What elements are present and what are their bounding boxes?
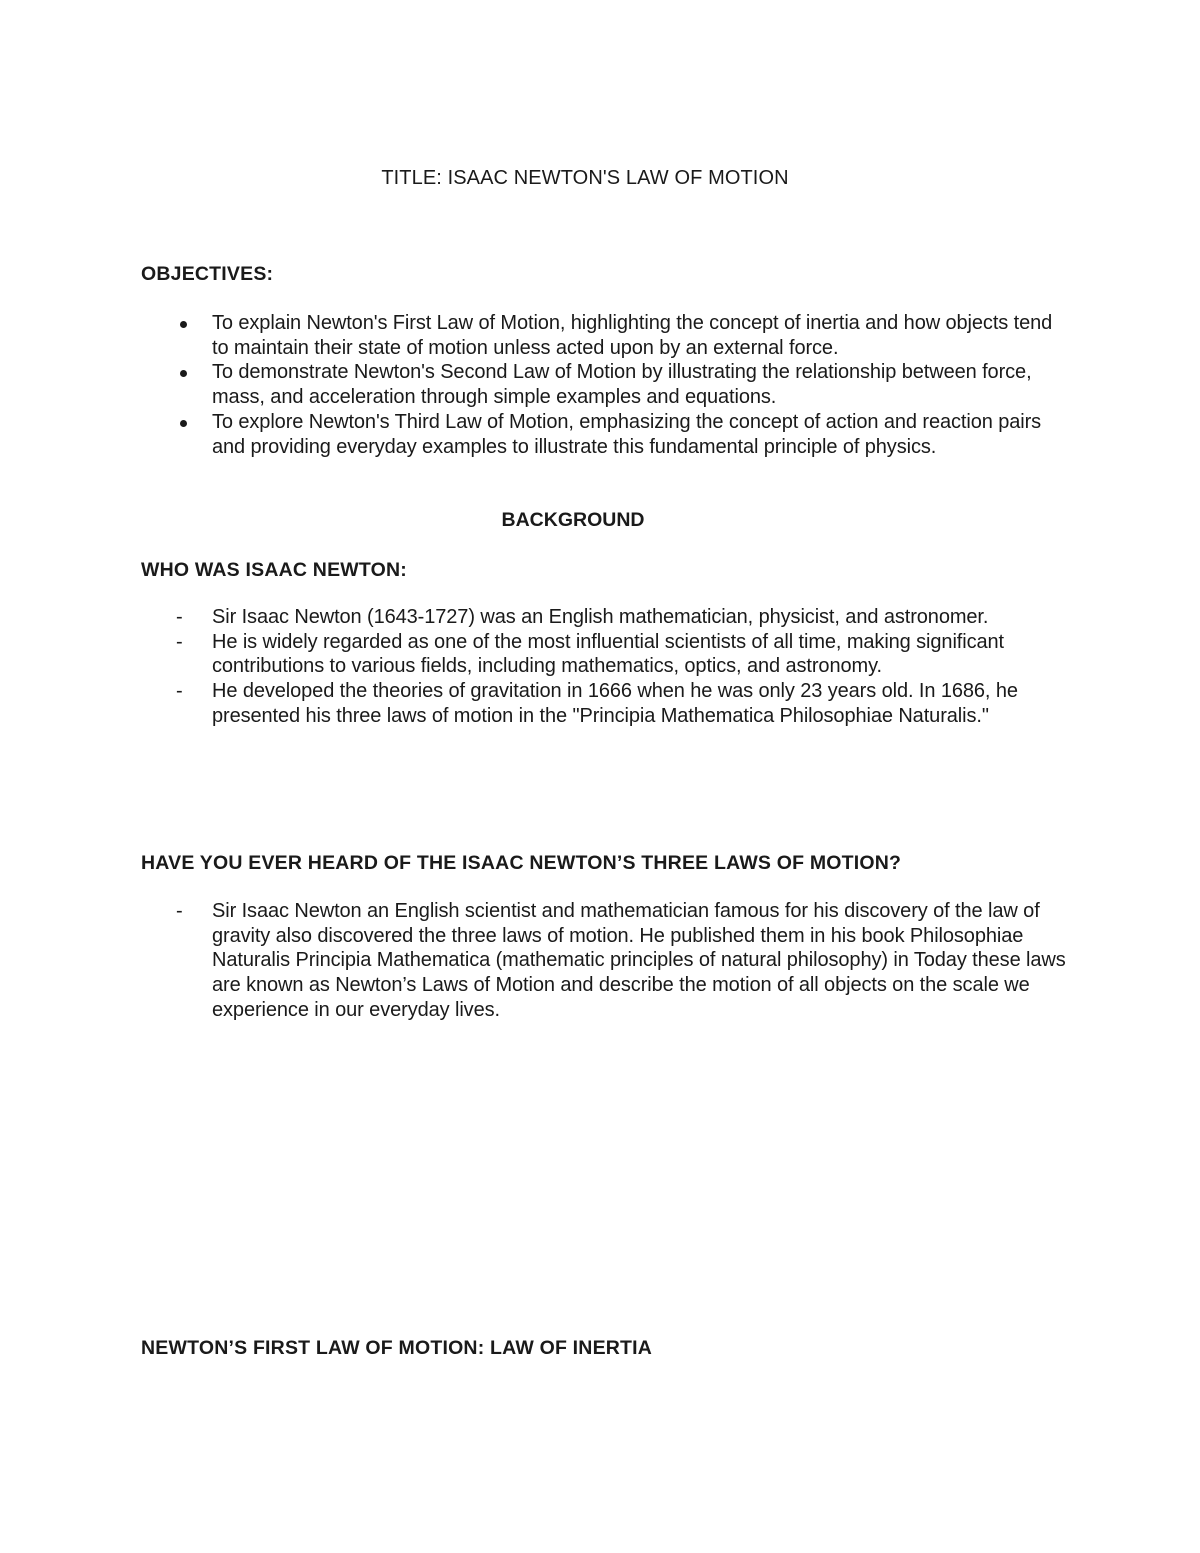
background-heading: BACKGROUND xyxy=(501,509,645,531)
objectives-list xyxy=(0,311,1200,459)
objective-text: To demonstrate Newton's Second Law of Motion by illustrating the relationship between force, mass, and acceleration through simple examples and equations. xyxy=(212,361,1032,409)
list-item xyxy=(0,899,1200,1023)
objective-text: To explain Newton's First Law of Motion, highlighting the concept of inertia and how objects tend to maintain their state of motion unless acted upon by an external force. xyxy=(212,312,1053,359)
dash-marker: - xyxy=(176,606,183,628)
heard-heading: HAVE YOU EVER HEARD OF THE ISAAC NEWTON’S THREE LAWS OF MOTION? xyxy=(141,852,902,874)
who-text: Sir Isaac Newton (1643-1727) was an English mathematician, physicist, and astronomer. xyxy=(212,606,989,628)
heard-list xyxy=(0,899,1200,1023)
list-item xyxy=(0,605,1200,630)
objectives-heading: OBJECTIVES: xyxy=(141,263,274,285)
first-law-heading: NEWTON’S FIRST LAW OF MOTION: LAW OF INERTIA xyxy=(141,1337,653,1359)
list-item xyxy=(0,679,1200,728)
who-text: He is widely regarded as one of the most influential scientists of all time, making significant contributions to various fields, including mathematics, optics, and astronomy. xyxy=(212,630,1004,678)
dash-marker: - xyxy=(176,900,183,922)
bullet-icon xyxy=(180,420,187,427)
bullet-icon xyxy=(180,370,187,377)
list-item xyxy=(0,630,1200,679)
who-heading: WHO WAS ISAAC NEWTON: xyxy=(141,559,407,581)
who-text: He developed the theories of gravitation in 1666 when he was only 23 years old. In 1686, he presented his three laws of motion in the "Principia Mathematica Philosophiae Naturalis." xyxy=(212,680,1018,727)
bullet-icon xyxy=(180,321,187,328)
dash-marker: - xyxy=(176,680,183,703)
dash-marker: - xyxy=(176,630,183,653)
document-title: TITLE: ISAAC NEWTON'S LAW OF MOTION xyxy=(381,167,789,189)
list-item xyxy=(0,311,1200,360)
heard-text: Sir Isaac Newton an English scientist and mathematician famous for his discovery of the law of gravity also discovered the three laws of motion. He published them in his book Philosophiae Naturalis Principia Mathematica (mathematic principles of natural philosophy) in Today these laws are known as Newton’s Laws of Motion and describe the motion of all objects on the scale we experience in our everyday lives. xyxy=(212,900,1066,1021)
who-list xyxy=(0,605,1200,729)
list-item xyxy=(0,360,1200,409)
list-item xyxy=(0,410,1200,459)
objective-text: To explore Newton's Third Law of Motion, emphasizing the concept of action and reaction pairs and providing everyday examples to illustrate this fundamental principle of physics. xyxy=(212,410,1042,458)
